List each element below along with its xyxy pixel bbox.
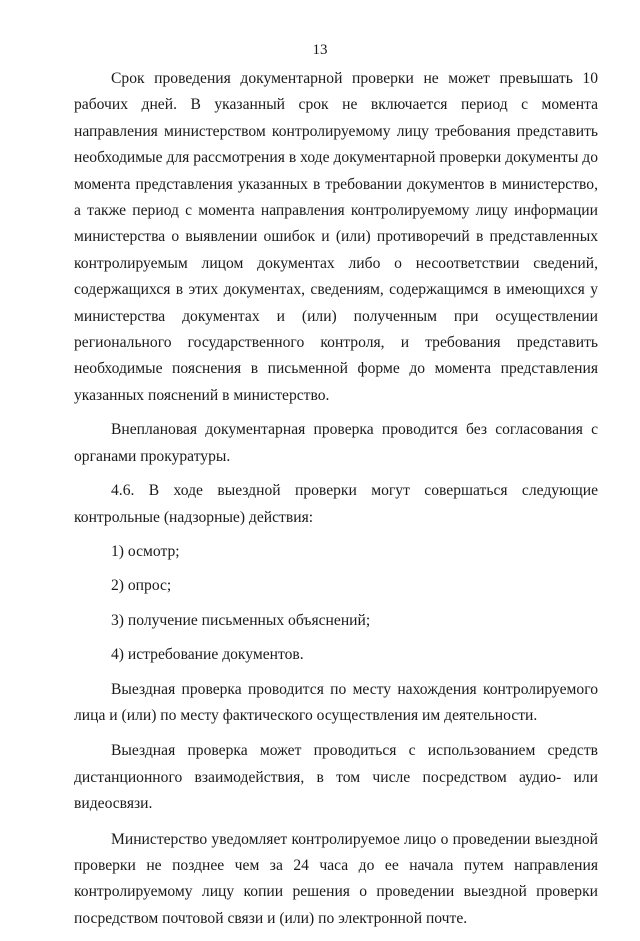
paragraph-section-4-6: 4.6. В ходе выездной проверки могут совершаться следующие контрольные (надзорные) действия: [74, 482, 598, 526]
page-number: 13 [312, 42, 328, 58]
paragraph-field-inspection-location: Выездная проверка проводится по месту нахождения контролируемого лица и (или) по месту фактического осуществления им деятельности. [74, 680, 598, 724]
list-item-inspection: 1) осмотр; [111, 542, 180, 560]
paragraph-notification: Министерство уведомляет контролируемое лицо о проведении выездной проверки не позднее чем за 24 часа до ее начала путем направления контролируемому лицу копии решения о проведении выездной проверки посредством почтовой связи и (или) по электронной почте. [74, 830, 598, 927]
paragraph-remote-interaction: Выездная проверка может проводиться с использованием средств дистанционного взаимодействия, в том числе посредством аудио- или видеосвязи. [74, 742, 598, 813]
list-item-written-explanations: 3) получение письменных объяснений; [111, 611, 371, 629]
paragraph-inspection-term: Срок проведения документарной проверки не может превышать 10 рабочих дней. В указанный срок не включается период с момента направления министерством контролируемому лицу требования представить необходимые для рассмотрения в ходе документарной проверки документы до момента представления указанных в требовании документов в министерство, а также период с момента направления контролируемому лицу информации министерства о выявлении ошибок и (или) противоречий в представленных контролируемым лицом документах либо о несоответствии сведений, содержащихся в этих документах, сведениям, содержащимся в имеющихся у министерства документах и (или) полученным при осуществлении регионального государственного контроля, и требования представить необходимые пояснения в письменной форме до момента представления указанных пояснений в министерство. [74, 70, 598, 404]
list-item-document-request: 4) истребование документов. [111, 646, 304, 664]
paragraph-unscheduled-inspection: Внеплановая документарная проверка проводится без согласования с органами прокуратуры. [74, 421, 598, 465]
list-item-survey: 2) опрос; [111, 577, 172, 595]
document-body [74, 66, 598, 941]
